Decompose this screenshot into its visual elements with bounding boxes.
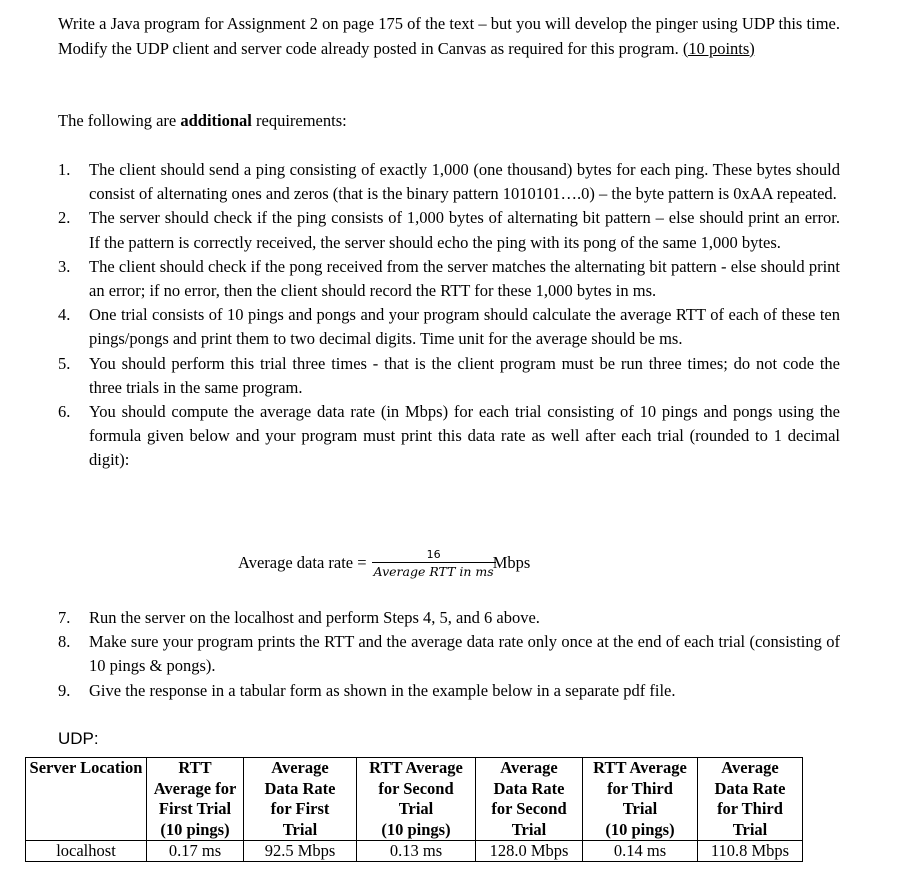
formula-denominator: Average RTT in ms [373, 563, 494, 579]
cell-rate-second: 128.0 Mbps [476, 841, 583, 862]
cell-server-location: localhost [26, 841, 147, 862]
table-title: UDP: [58, 729, 99, 748]
requirement-number: 8. [58, 632, 71, 652]
intro-paragraph [58, 12, 840, 61]
requirement-text: Make sure your program prints the RTT and the average data rate only once at the end of each trial (consisting of 10 pings & pongs). [89, 632, 840, 676]
points-label: (10 points) [682, 38, 755, 58]
header-server-location: Server Location [26, 758, 147, 841]
requirement-item [58, 255, 840, 303]
requirements-list-part2 [58, 606, 840, 703]
requirement-text: The client should send a ping consisting of exactly 1,000 (one thousand) bytes for each ping. These bytes should consist of alternating ones and zeros (that is the binary pattern 1010101….0) – the byte pattern is 0xAA repeated. [89, 160, 840, 204]
requirement-item [58, 606, 840, 630]
header-rate-second-trial: Average Data Rate for Second Trial [476, 758, 583, 841]
formula-numerator: 16 [426, 547, 441, 561]
requirement-item [58, 679, 840, 703]
requirement-number: 3. [58, 256, 71, 276]
requirements-lead [58, 109, 347, 133]
results-table [25, 757, 803, 862]
formula-fraction [372, 547, 496, 580]
requirement-number: 9. [58, 680, 71, 700]
cell-rtt-second: 0.13 ms [357, 841, 476, 862]
requirement-text: You should compute the average data rate (in Mbps) for each trial consisting of 10 pings and pongs using the formula given below and your program must print this data rate as well after each trial (rounded to 1 decimal digit): [89, 402, 840, 470]
header-rate-third-trial: Average Data Rate for Third Trial [698, 758, 803, 841]
requirement-text: Run the server on the localhost and perform Steps 4, 5, and 6 above. [89, 608, 540, 627]
requirement-text: The client should check if the pong received from the server matches the alternating bit pattern - else should print an error; if no error, then the client should record the RTT for these 1,000 bytes in ms. [89, 256, 840, 301]
requirement-number: 4. [58, 305, 71, 325]
requirement-number: 6. [58, 402, 71, 422]
formula-unit: Mbps [492, 553, 531, 572]
requirement-text: Give the response in a tabular form as shown in the example below in a separate pdf file. [89, 680, 676, 700]
requirement-text: One trial consists of 10 pings and pongs and your program should calculate the average RTT of each of these ten pings/pongs and print them to two decimal digits. Time unit for the average should be ms. [89, 305, 840, 349]
table-header-row [26, 758, 803, 841]
cell-rate-third: 110.8 Mbps [698, 841, 803, 862]
requirement-number: 1. [58, 160, 71, 179]
cell-rate-first: 92.5 Mbps [244, 841, 357, 862]
lead-bold: additional [180, 111, 252, 130]
requirement-number: 7. [58, 608, 71, 627]
table-row [26, 841, 803, 862]
requirement-text: The server should check if the ping consists of 1,000 bytes of alternating bit pattern – else should print an error. If the pattern is correctly received, the server should echo the ping with its pong of the same 1,000 bytes. [89, 208, 840, 252]
header-rtt-first-trial: RTT Average for First Trial (10 pings) [147, 758, 244, 841]
header-rate-first-trial: Average Data Rate for First Trial [244, 758, 357, 841]
data-rate-formula [238, 543, 530, 583]
cell-rtt-first: 0.17 ms [147, 841, 244, 862]
requirement-item [58, 630, 840, 678]
header-rtt-second-trial: RTT Average for Second Trial (10 pings) [357, 758, 476, 841]
requirement-item [58, 303, 840, 351]
requirement-number: 5. [58, 353, 71, 373]
requirement-item [58, 352, 840, 400]
cell-rtt-third: 0.14 ms [583, 841, 698, 862]
requirement-item [58, 158, 840, 206]
requirement-item [58, 206, 840, 254]
requirement-number: 2. [58, 208, 71, 228]
intro-text: Write a Java program for Assignment 2 on page 175 of the text – but you will develop the pinger using UDP this time. Modify the UDP client and server code already posted in Canvas as required for this program. [58, 14, 840, 58]
formula-lhs: Average data rate = [238, 553, 367, 572]
requirement-item [58, 400, 840, 473]
lead-before: The following are [58, 111, 181, 130]
lead-after: requirements: [251, 111, 347, 130]
header-rtt-third-trial: RTT Average for Third Trial (10 pings) [583, 758, 698, 841]
requirement-text: You should perform this trial three times - that is the client program must be run three times; do not code the three trials in the same program. [89, 353, 840, 397]
requirements-list-part1 [58, 158, 840, 473]
